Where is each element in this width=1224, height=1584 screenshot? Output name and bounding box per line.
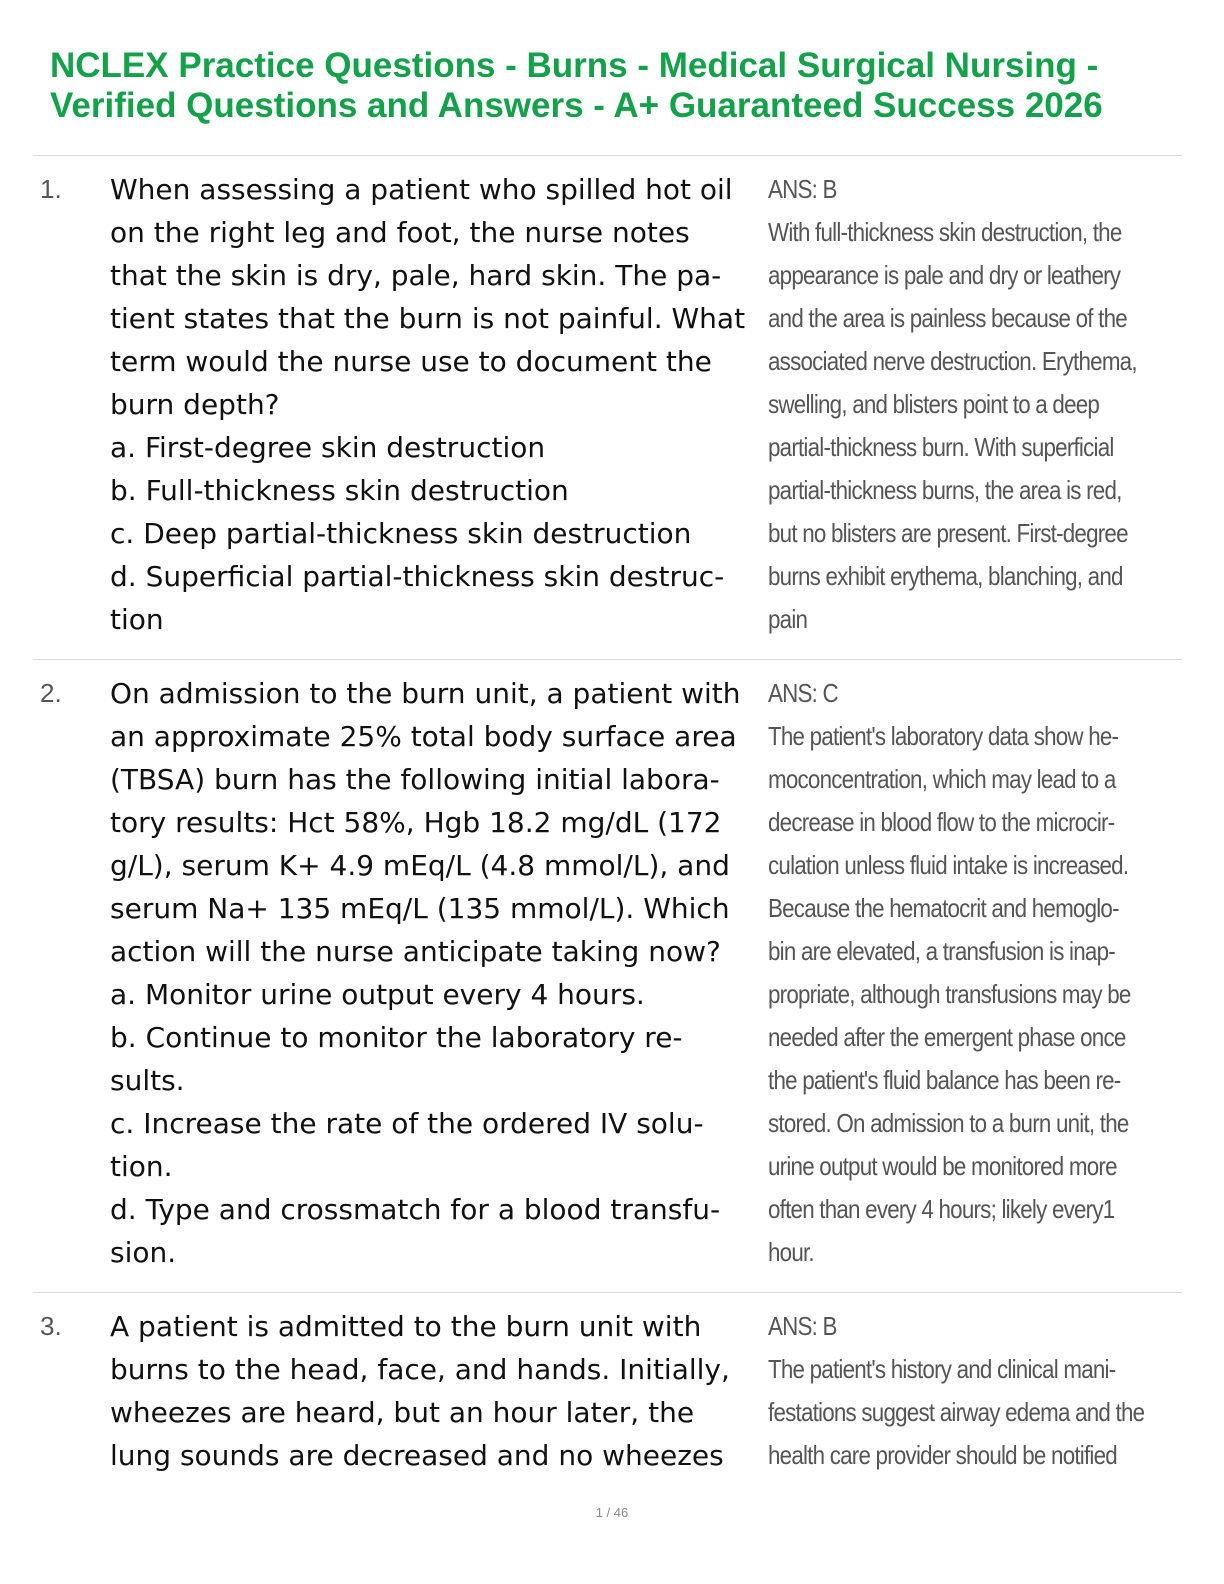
question-line: action will the nurse anticipate taking now? [110, 935, 721, 968]
question-line: that the skin is dry, pale, hard skin. The pa- [110, 259, 722, 292]
option-d: d. Type and crossmatch for a blood transfu- [110, 1193, 721, 1226]
rationale-line: needed after the emergent phase once [768, 1022, 1126, 1052]
question-line: tient states that the burn is not painful. What [110, 302, 746, 335]
rationale-line: associated nerve destruction. Erythema, [768, 346, 1137, 376]
rationale-line: The patient's laboratory data show he- [768, 721, 1119, 751]
question-line: tory results: Hct 58%, Hgb 18.2 mg/dL (172 [110, 806, 722, 839]
rationale-line: pain [768, 604, 808, 634]
rationale-line: burns exhibit erythema, blanching, and [768, 561, 1123, 591]
option-d: d. Superficial partial-thickness skin destruc- [110, 560, 725, 593]
option-b-cont: sults. [110, 1064, 185, 1097]
answer-key: ANS: C [768, 678, 838, 708]
rationale-line: partial-thickness burn. With superficial [768, 432, 1114, 462]
question-line: burns to the head, face, and hands. Initially, [110, 1353, 730, 1386]
option-c: c. Deep partial-thickness skin destruction [110, 517, 692, 550]
answer-rationale [768, 168, 1137, 641]
rationale-line: stored. On admission to a burn unit, the [768, 1108, 1129, 1138]
divider [33, 155, 1182, 156]
question-line: When assessing a patient who spilled hot oil [110, 173, 733, 206]
rationale-line: often than every 4 hours; likely every1 [768, 1194, 1115, 1224]
question-line: On admission to the burn unit, a patient with [110, 677, 741, 710]
option-d-cont: sion. [110, 1236, 177, 1269]
rationale-line: decrease in blood flow to the microcir- [768, 807, 1115, 837]
rationale-line: With full-thickness skin destruction, the [768, 217, 1122, 247]
option-c: c. Increase the rate of the ordered IV solu- [110, 1107, 704, 1140]
rationale-line: propriate, although transfusions may be [768, 979, 1131, 1009]
rationale-line: hour. [768, 1237, 814, 1267]
question-line: on the right leg and foot, the nurse notes [110, 216, 690, 249]
rationale-line: festations suggest airway edema and the [768, 1397, 1145, 1427]
answer-key: ANS: B [768, 1311, 837, 1341]
rationale-line: swelling, and blisters point to a deep [768, 389, 1100, 419]
rationale-line: bin are elevated, a transfusion is inap- [768, 936, 1115, 966]
option-d-cont: tion [110, 603, 164, 636]
option-b: b. Continue to monitor the laboratory re- [110, 1021, 683, 1054]
question-line: wheezes are heard, but an hour later, the [110, 1396, 695, 1429]
rationale-line: but no blisters are present. First-degree [768, 518, 1128, 548]
question-line: A patient is admitted to the burn unit with [110, 1310, 702, 1343]
option-a: a. Monitor urine output every 4 hours. [110, 978, 645, 1011]
question-text [110, 168, 770, 641]
rationale-line: Because the hematocrit and hemoglo- [768, 893, 1119, 923]
rationale-line: and the area is painless because of the [768, 303, 1127, 333]
rationale-line: health care provider should be notified [768, 1440, 1117, 1470]
rationale-line: appearance is pale and dry or leathery [768, 260, 1121, 290]
option-c-cont: tion. [110, 1150, 173, 1183]
question-line: serum Na+ 135 mEq/L (135 mmol/L). Which [110, 892, 730, 925]
document-title [50, 46, 1190, 126]
rationale-line: urine output would be monitored more [768, 1151, 1117, 1181]
answer-rationale [768, 672, 1129, 1274]
question-text [110, 672, 770, 1274]
option-a: a. First-degree skin destruction [110, 431, 546, 464]
question-line: burn depth? [110, 388, 280, 421]
question-number: 3. [40, 1311, 62, 1341]
title-line-1: NCLEX Practice Questions - Burns - Medical Surgical Nursing - [50, 46, 1099, 85]
rationale-line: partial-thickness burns, the area is red, [768, 475, 1122, 505]
page-number: 1 / 46 [595, 1505, 629, 1520]
question-line: (TBSA) burn has the following initial labora- [110, 763, 720, 796]
rationale-line: The patient's history and clinical mani- [768, 1354, 1116, 1384]
question-line: term would the nurse use to document the [110, 345, 712, 378]
rationale-line: culation unless fluid intake is increased. [768, 850, 1129, 880]
answer-key: ANS: B [768, 174, 837, 204]
title-line-2: Verified Questions and Answers - A+ Guaranteed Success 2026 [50, 86, 1103, 125]
question-number: 1. [40, 174, 62, 204]
rationale-line: moconcentration, which may lead to a [768, 764, 1116, 794]
answer-rationale [768, 1305, 1145, 1477]
rationale-line: the patient's fluid balance has been re- [768, 1065, 1121, 1095]
question-line: an approximate 25% total body surface area [110, 720, 737, 753]
question-line: g/L), serum K+ 4.9 mEq/L (4.8 mmol/L), and [110, 849, 730, 882]
divider [33, 659, 1182, 660]
question-number: 2. [40, 678, 62, 708]
option-b: b. Full-thickness skin destruction [110, 474, 569, 507]
question-text [110, 1305, 770, 1477]
divider [33, 1292, 1182, 1293]
question-line: lung sounds are decreased and no wheezes [110, 1439, 724, 1472]
